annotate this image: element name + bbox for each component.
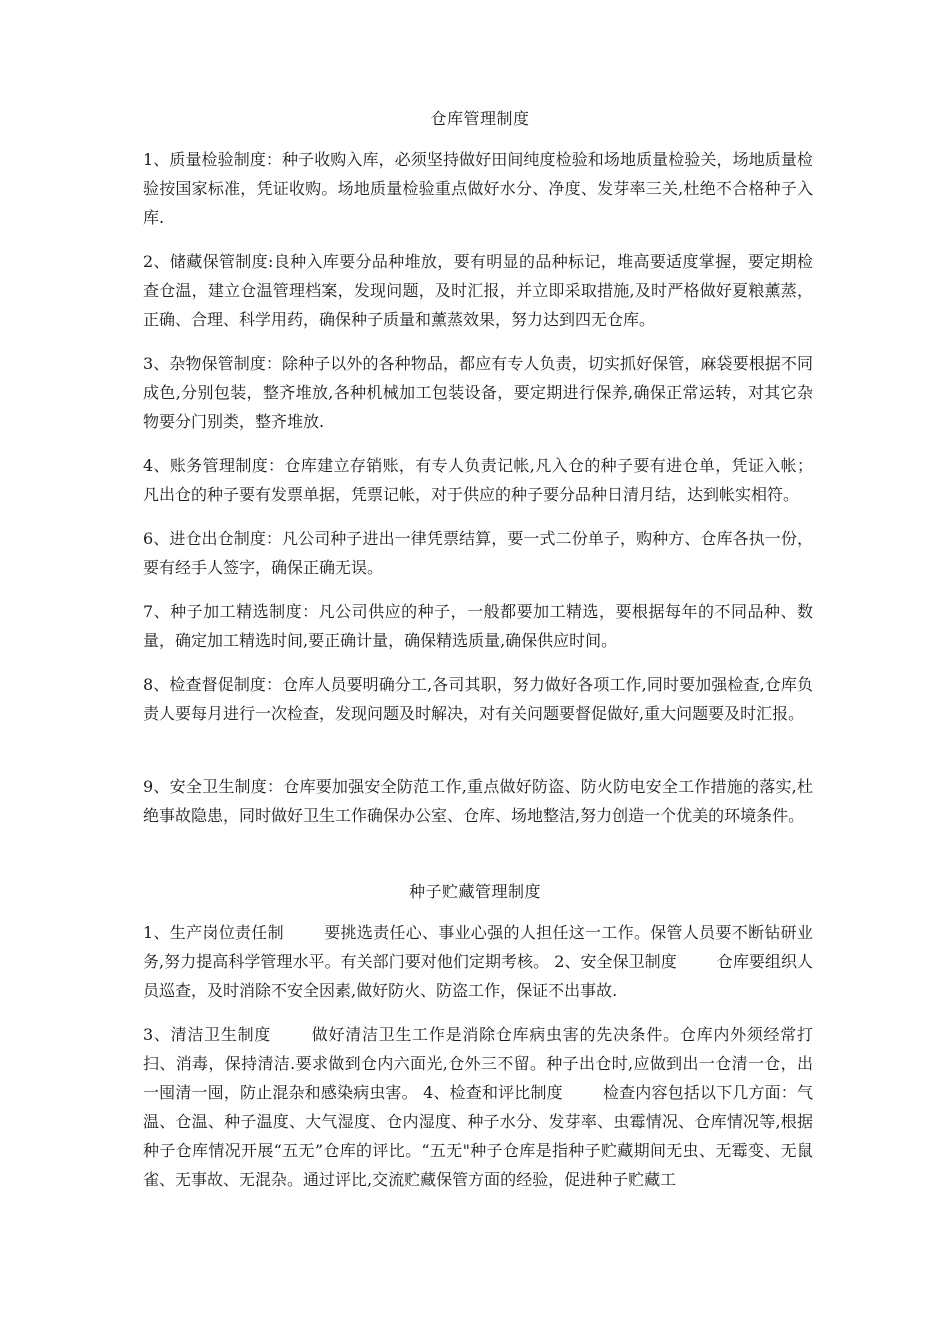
heading-post-responsibility: 1、生产岗位责任制	[143, 923, 284, 942]
heading-cleaning: 3、清洁卫生制度	[143, 1025, 272, 1044]
section-post-responsibility	[143, 918, 813, 1005]
section-cleaning-hygiene	[143, 1020, 813, 1194]
section-seed-processing: 7、种子加工精选制度：凡公司供应的种子，一般都要加工精选，要根据每年的不同品种、数量，确定加工精选时间,要正确计量，确保精选质量,确保供应时间。	[143, 602, 813, 650]
section-in-out-warehouse: 6、进仓出仓制度：凡公司种子进出一律凭票结算，要一式二份单子，购种方、仓库各执一份，要有经手人签字，确保正确无误。	[143, 529, 813, 577]
text-security: 仓库要组织人员巡查，及时消除不安全因素,做好防火、防盗工作，保证不出事故.	[143, 952, 813, 1000]
text-cleaning: 做好清洁卫生工作是消除仓库病虫害的先决条件。仓库内外须经常打扫、消毒，保持清洁.要求做到仓内六面光,仓外三不留。种子出仓时,应做到出一仓清一仓，出一囤清一囤，防止混杂和感染病虫害。	[143, 1025, 813, 1102]
section-accounts-management: 4、账务管理制度：仓库建立存销账，有专人负责记帐,凡入仓的种子要有进仓单，凭证入帐；凡出仓的种子要有发票单据，凭票记帐，对于供应的种子要分品种日清月结，达到帐实相符。	[143, 456, 813, 504]
section-storage-custody: 2、储藏保管制度:良种入库要分品种堆放，要有明显的品种标记，堆高要适度掌握，要定期检查仓温，建立仓温管理档案，发现问题，及时汇报，并立即采取措施,及时严格做好夏粮薰蒸，正确、合理、科学用药，确保种子质量和薰蒸效果，努力达到四无仓库。	[143, 252, 813, 329]
document-title-warehouse: 仓库管理制度	[430, 109, 530, 128]
text-post-responsibility: 要挑选责任心、事业心强的人担任这一工作。保管人员要不断钻研业务,努力提高科学管理水平。有关部门要对他们定期考核。	[143, 923, 813, 971]
section-inspection-supervision: 8、检查督促制度：仓库人员要明确分工,各司其职，努力做好各项工作,同时要加强检查,仓库负责人要每月进行一次检查，发现问题及时解决，对有关问题要督促做好,重大问题要及时汇报。	[143, 675, 813, 723]
text-inspection-evaluation: 检查内容包括以下几方面：气温、仓温、种子温度、大气湿度、仓内湿度、种子水分、发芽率、虫霉情况、仓库情况等,根据种子仓库情况开展“五无”仓库的评比。“五无"种子仓库是指种子贮藏期间无虫、无霉变、无鼠雀、无事故、无混杂。通过评比,交流贮藏保管方面的经验，促进种子贮藏工	[143, 1083, 813, 1189]
section-sundries-custody: 3、杂物保管制度：除种子以外的各种物品，都应有专人负责，切实抓好保管，麻袋要根据不同成色,分别包装，整齐堆放,各种机械加工包装设备，要定期进行保养,确保正常运转，对其它杂物要分门别类，整齐堆放.	[143, 354, 813, 431]
document-title-seed-storage: 种子贮藏管理制度	[408, 882, 541, 901]
section-safety-hygiene: 9、安全卫生制度：仓库要加强安全防范工作,重点做好防盗、防火防电安全工作措施的落实,杜绝事故隐患，同时做好卫生工作确保办公室、仓库、场地整洁,努力创造一个优美的环境条件。	[143, 777, 813, 825]
section-quality-inspection: 1、质量检验制度：种子收购入库，必须坚持做好田间纯度检验和场地质量检验关，场地质量检验按国家标准，凭证收购。场地质量检验重点做好水分、净度、发芽率三关,杜绝不合格种子入库.	[143, 150, 813, 227]
heading-inspection-evaluation: 4、检查和评比制度	[423, 1083, 563, 1102]
heading-security: 2、安全保卫制度	[554, 952, 677, 971]
